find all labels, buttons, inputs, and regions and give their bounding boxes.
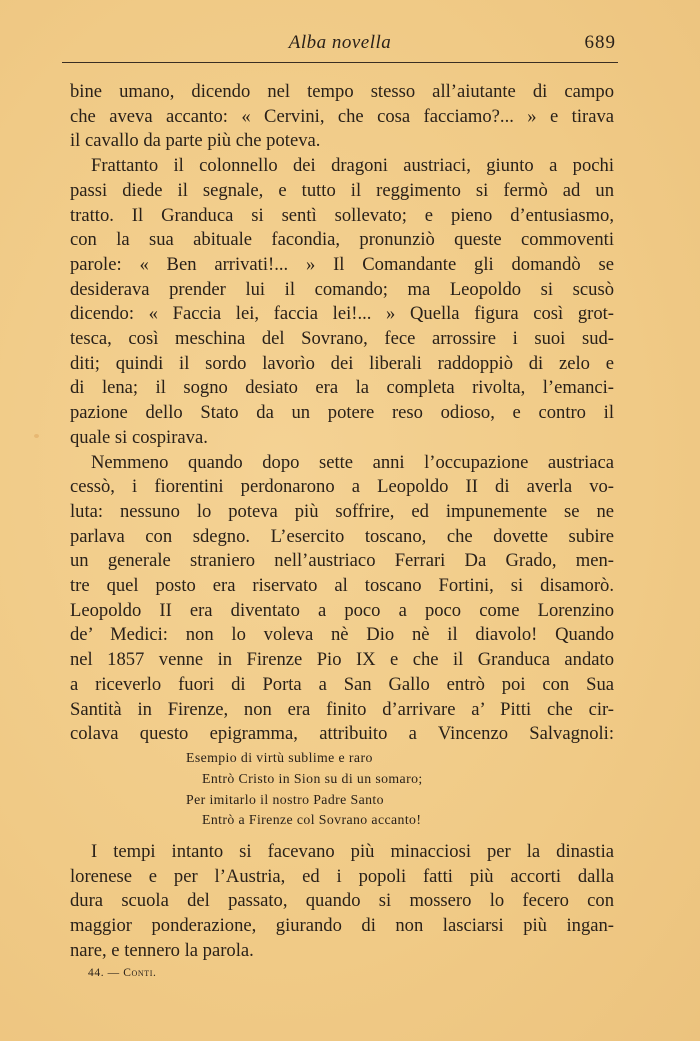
text-line: che aveva accanto: « Cervini, che cosa facciamo?... » e tirava <box>70 105 614 127</box>
paragraph <box>70 154 614 450</box>
text-line: parole: « Ben arrivati!... » Il Comandante gli domandò se <box>70 253 614 275</box>
text-line: diti; quindi il sordo lavorìo dei liberali raddoppiò di zelo e <box>70 352 614 374</box>
text-line: con la sua abituale facondia, pronunziò queste commoventi <box>70 229 614 251</box>
text-line: un generale straniero nell’austriaco Ferrari Da Grado, men- <box>70 550 614 572</box>
final-paragraph <box>70 840 614 964</box>
text-line: quale si cospirava. <box>70 426 208 448</box>
page-header <box>62 28 618 63</box>
paragraph <box>70 80 614 154</box>
body-text <box>70 80 614 747</box>
text-line: di lena; il sogno desiato era la completa rivolta, l’emanci- <box>70 377 614 399</box>
paragraph <box>70 451 614 747</box>
text-line: luta: nessuno lo poteva più soffrire, ed impunemente se ne <box>70 500 614 522</box>
text-line: Nemmeno quando dopo sette anni l’occupazione austriaca <box>91 451 614 473</box>
text-line: Santità in Firenze, non era finito d’arrivare a’ Pitti che cir- <box>70 698 614 720</box>
text-line: de’ Medici: non lo voleva nè Dio nè il diavolo! Quando <box>70 624 614 646</box>
text-line: Leopoldo II era diventato a poco a poco come Lorenzino <box>70 599 614 621</box>
text-line: passi diede il segnale, e tutto il reggimento si fermò ad un <box>70 179 614 201</box>
running-title: Alba novella <box>288 32 392 53</box>
page-number: 689 <box>584 32 616 53</box>
signature-number: 44. — <box>88 967 120 979</box>
text-line: colava questo epigramma, attribuito a Vincenzo Salvagnoli: <box>70 723 614 745</box>
printer-signature <box>88 967 157 979</box>
epigram-line: Per imitarlo il nostro Padre Santo <box>186 791 384 807</box>
text-line: pazione dello Stato da un potere reso odioso, e contro il <box>70 402 614 424</box>
text-line: bine umano, dicendo nel tempo stesso all’aiutante di campo <box>70 81 614 102</box>
text-line: dicendo: « Faccia lei, faccia lei!... » Quella figura così grot- <box>70 303 614 325</box>
text-line: nel 1857 venne in Firenze Pio IX e che il Granduca andato <box>70 649 614 671</box>
text-line: cessò, i fiorentini perdonarono a Leopoldo II di averla vo- <box>70 476 614 498</box>
text-line: dura scuola del passato, quando si mossero lo fecero con <box>70 890 614 912</box>
text-line: parlava con sdegno. L’esercito toscano, che dovette subire <box>70 525 614 547</box>
signature-name: Conti. <box>123 967 157 979</box>
text-line: a riceverlo fuori di Porta a San Gallo entrò poi con Sua <box>70 673 614 695</box>
text-line: desiderava prender lui il comando; ma Leopoldo si scusò <box>70 278 614 300</box>
text-line: tratto. Il Granduca si sentì sollevato; e pieno d’entusiasmo, <box>70 204 614 226</box>
epigram-line: Entrò a Firenze col Sovrano accanto! <box>202 812 422 828</box>
epigram-line: Esempio di virtù sublime e raro <box>186 750 373 765</box>
text-line: lorenese e per l’Austria, ed i popoli fatti più accorti dalla <box>70 865 614 887</box>
epigram <box>186 748 423 831</box>
text-line: Frattanto il colonnello dei dragoni austriaci, giunto a pochi <box>91 155 614 177</box>
text-line: maggior ponderazione, giurando di non lasciarsi più ingan- <box>70 915 614 937</box>
text-line: I tempi intanto si facevano più minacciosi per la dinastia <box>91 841 614 862</box>
text-line: il cavallo da parte più che poteva. <box>70 130 321 152</box>
text-line: tre quel posto era riservato al toscano Fortini, si disamorò. <box>70 575 614 597</box>
epigram-line: Entrò Cristo in Sion su di un somaro; <box>202 770 423 786</box>
paper-speck <box>34 434 39 438</box>
text-line: tesca, così meschina del Sovrano, fece arrossire i suoi sud- <box>70 328 614 350</box>
text-line: nare, e tennero la parola. <box>70 939 254 961</box>
